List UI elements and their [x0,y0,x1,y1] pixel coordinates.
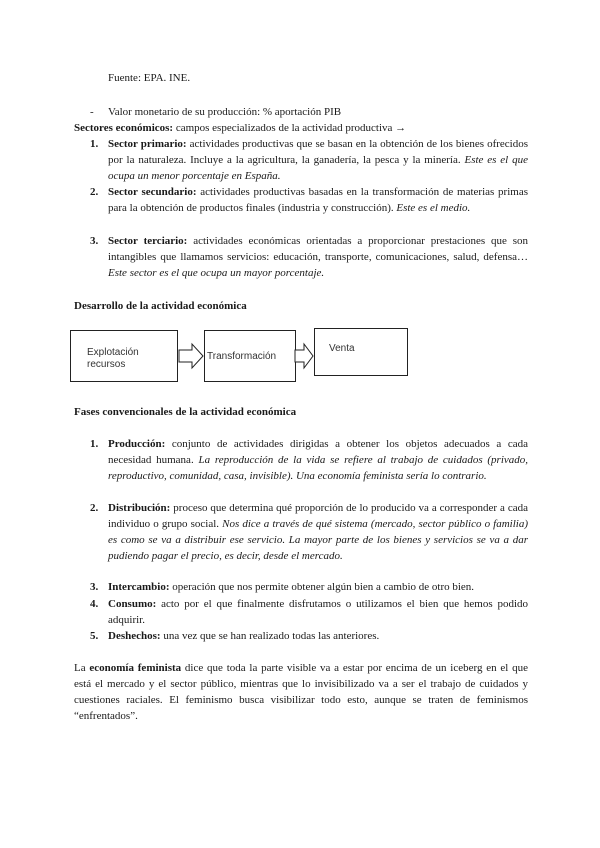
fase-2-term: Distribución: [108,502,171,514]
sectores-intro-term: Sectores económicos: [74,122,174,134]
fase-1-italic: La reproducción de la vida se refiere al trabajo de cuidados (privado, reproductivo, comunidad, casa, invisible). Una economía feminista sería lo contrario. [108,454,529,482]
sector-3-term: Sector terciario: [108,235,188,247]
fase-5-term: Deshechos: [108,630,161,642]
sector-1-italic: Este es el que ocupa un menor porcentaje en España. [108,154,528,182]
fase-3-number: 3. [90,581,99,593]
sector-2-number: 2. [90,186,99,198]
fase-2-italic: Nos dice a través de qué sistema (mercado, sector público o familia) es como se va a distribuir ese servicio. La mayor parte de los bienes y servicios se va a dar pudiendo pagar el precio, es decir, desde el mercado. [108,518,528,562]
closing-paragraph [74,660,528,724]
fase-2-text: proceso que determina qué proporción de lo producido va a corresponder a cada individuo o grupo social. [108,502,528,530]
fase-5-item [108,628,528,644]
fase-2-number: 2. [90,502,99,514]
sector-3-item [108,233,528,281]
arrow-right-icon [178,342,204,370]
sector-1-text: actividades productivas que se basan en la obtención de los bienes ofrecidos por la naturaleza. Incluye a la agricultura, la ganadería, la pesca y la minería. [108,138,528,166]
sectores-intro-text: campos especializados de la actividad productiva → [173,122,407,134]
sector-2-term: Sector secundario: [108,186,197,198]
sector-2-item [108,184,528,216]
fase-4-item [108,596,528,628]
arrow-right-icon [294,342,314,370]
diagram-label-transformacion: Transformación [207,351,277,362]
sector-1-item [108,136,528,184]
fase-1-term: Producción: [108,438,166,450]
sector-2-text: actividades productivas basadas en la transformación de materias primas para la obtención de productos finales (industria y construcción). [108,186,528,214]
fase-3-item [108,579,528,595]
diagram-box-transformacion [204,330,296,382]
fase-1-number: 1. [90,438,99,450]
fases-heading: Fases convencionales de la actividad económica [74,406,297,418]
fase-4-text: acto por el que finalmente disfrutamos o utilizamos el bien que hemos podido adquirir. [108,598,528,626]
sectores-intro [74,120,544,136]
desarrollo-heading: Desarrollo de la actividad económica [74,300,247,312]
fase-3-text: operación que nos permite obtener algún bien a cambio de otro bien. [169,581,475,593]
sector-3-italic: Este sector es el que ocupa un mayor porcentaje. [108,267,325,279]
bullet-text: Valor monetario de su producción: % aportación PIB [108,106,342,118]
fase-1-item [108,436,528,484]
closing-bold: economía feminista [89,662,182,674]
diagram-box-explotacion [70,330,178,382]
closing-pre: La [74,662,90,674]
fase-5-text: una vez que se han realizado todas las anteriores. [160,630,380,642]
fase-5-number: 5. [90,630,99,642]
diagram-box-venta [314,328,408,376]
bullet-marker: - [90,106,94,118]
sector-1-term: Sector primario: [108,138,187,150]
fase-4-number: 4. [90,598,99,610]
sector-2-italic: Este es el medio. [396,202,471,214]
diagram-label-venta: Venta [329,343,355,354]
source-line: Fuente: EPA. INE. [108,72,191,84]
sector-3-text: actividades económicas orientadas a proporcionar prestaciones que son intangibles que llamamos servicios: educación, transporte, comunicaciones, salud, defensa… [108,235,529,263]
sector-3-number: 3. [90,235,99,247]
fase-1-text: conjunto de actividades dirigidas a obtener los objetos adecuados a cada necesidad humana. [108,438,528,466]
fase-2-item [108,500,528,564]
sector-1-number: 1. [90,138,99,150]
process-diagram [70,328,410,386]
fase-4-term: Consumo: [108,598,157,610]
closing-text: dice que toda la parte visible va a estar por encima de un iceberg en el que está el mercado y el sector público, mientras que lo invisibilizado va a ser el trabajo de cuidados y cuestiones raciales. El feminismo busca visibilizar todo esto, aunque se traten de feminismos “enfrentados”. [74,662,528,722]
diagram-label-explotacion: Explotación recursos [87,347,139,370]
fase-3-term: Intercambio: [108,581,170,593]
